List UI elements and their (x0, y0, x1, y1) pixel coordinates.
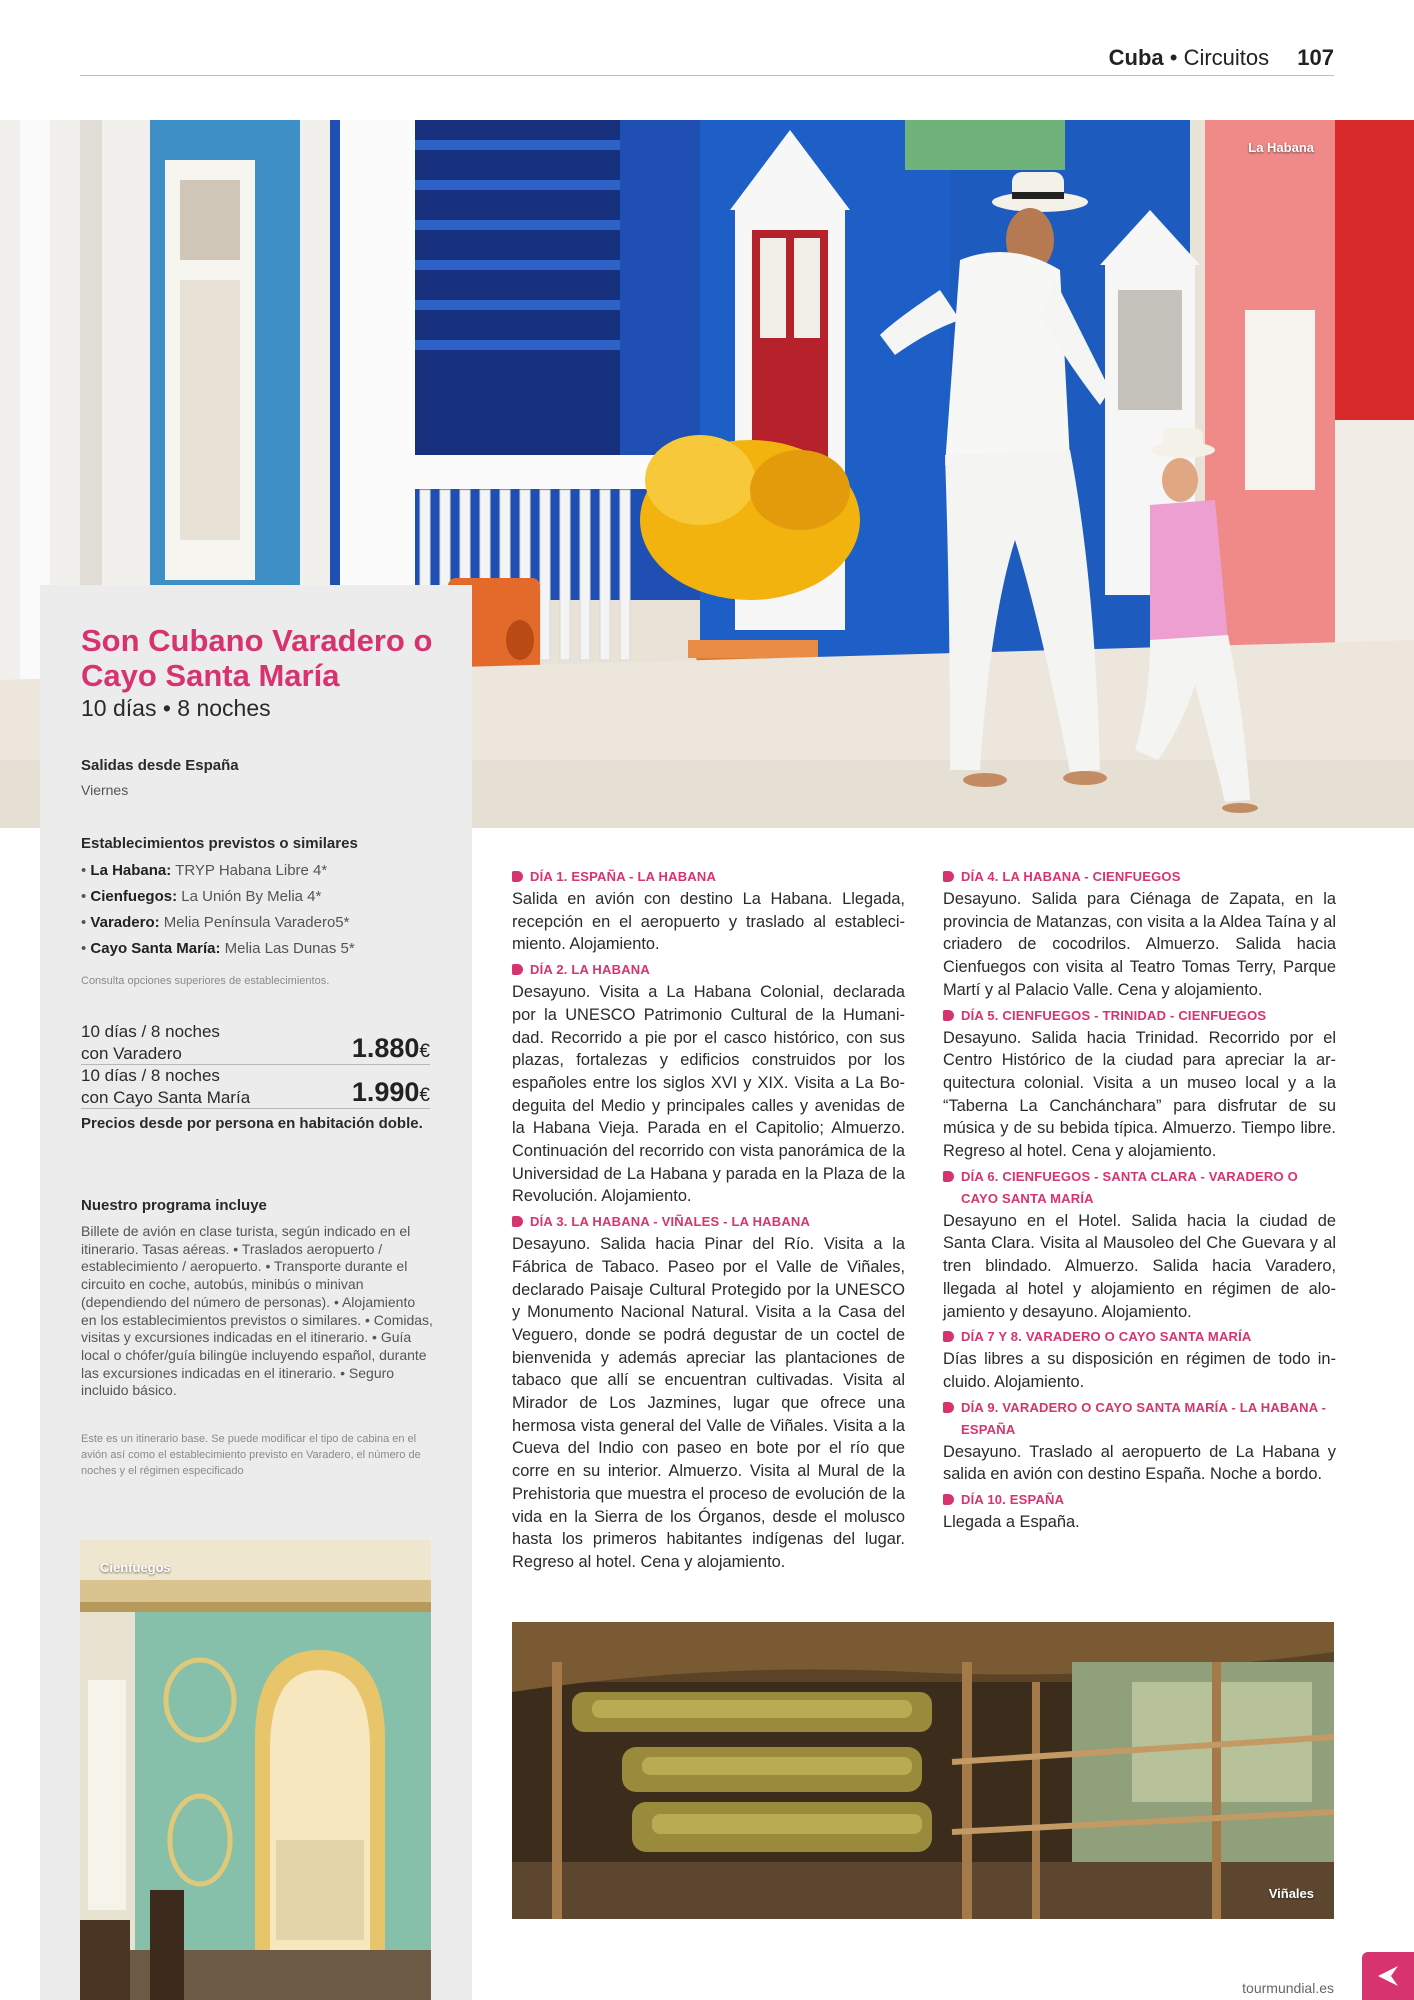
hotel-name: Melia Las Dunas 5* (224, 940, 355, 957)
day-heading (512, 959, 905, 981)
hotel-name: La Unión By Melia 4* (181, 888, 322, 905)
hotels-note: Consulta opciones superiores de establecimientos. (81, 975, 330, 987)
price-label (81, 1021, 311, 1065)
departures-value: Viernes (81, 782, 129, 798)
price-label-line2: con Cayo Santa María (81, 1088, 251, 1107)
itinerary-column-2 (943, 866, 1336, 1537)
day-heading (943, 1166, 1336, 1210)
hotels-heading: Establecimientos previstos o similares (81, 835, 358, 852)
hotel-item: • La Habana: TRYP Habana Libre 4* (81, 862, 328, 879)
price-label (81, 1065, 311, 1109)
header-section: Circuitos (1183, 45, 1270, 70)
arrow-tag-icon (512, 964, 523, 975)
itinerary-day (943, 1166, 1336, 1324)
back-button[interactable] (1362, 1952, 1414, 2000)
price-value (352, 1077, 430, 1108)
day-text: Salida en avión con destino La Habana. Llegada, recepción en el aeropuerto y traslado al estableci-miento. Alojamiento. (512, 890, 905, 954)
trip-duration: 10 días • 8 noches (81, 695, 271, 721)
cienfuegos-photo (80, 1540, 431, 2000)
itinerary-day (943, 866, 1336, 1002)
day-text: Desayuno. Traslado al aeropuerto de La Habana y salida en avión con destino España. Noche a bordo. (943, 1442, 1336, 1484)
includes-note: Este es un itinerario base. Se puede modificar el tipo de cabina en el avión así como el establecimiento previsto en Varadero, el número de noches y el régimen especificado (81, 1433, 421, 1477)
hotel-item: • Varadero: Melia Península Varadero5* (81, 914, 350, 931)
arrow-tag-icon (512, 871, 523, 882)
page-header (80, 44, 1334, 76)
day-heading (943, 1005, 1336, 1027)
day-text: Días libres a su disposición en régimen de todo in-cluido. Alojamiento. (943, 1350, 1336, 1391)
header-separator: • (1169, 45, 1178, 70)
price-row-cayo (81, 1065, 430, 1109)
itinerary-column-1 (512, 866, 905, 1577)
day-title: DÍA 9. VARADERO O CAYO SANTA MARÍA - LA HABANA - ESPAÑA (961, 1399, 1327, 1437)
price-value (352, 1033, 430, 1064)
day-heading (943, 866, 1336, 888)
arrow-tag-icon (512, 1216, 523, 1227)
day-text: Desayuno en el Hotel. Salida hacia la ciudad de Santa Clara. Visita al Mausoleo del Che Guevara y al tren blindado. Almuerzo. Salida hacia Varadero, llegada al hotel y alojamiento en régimen de alo-jamiento y desayuno. Alojamiento. (943, 1211, 1336, 1321)
day-text: Desayuno. Salida hacia Pinar del Río. Visita a la Fábrica de Tabaco. Paseo por el Valle de Viñales, declarado Paisaje Cultural Protegido por la UNESCO y Monumento Nacional Natural. Visita a la Casa del Veguero, donde se podrá degustar de un coctel de bienvenida y además apreciar las plantaciones de tabaco que allí se encuentran cultivadas. Visita al Mirador de Los Jazmines, lugar que ofrece una hermosa vista general del Valle de Viñales. Visita a la Cueva del Indio con paseo en bote por el río que corre en su interior. Almuerzo. Visita al Mural de la Prehistoria que muestra el proceso de evolución de la vida en la Sierra de los Órganos, desde el molusco hasta los primeros habitantes indígenas del lugar. Regreso al hotel. Cena y alojamiento. (512, 1235, 905, 1571)
price-label-line2: con Varadero (81, 1044, 182, 1063)
departures-heading: Salidas desde España (81, 757, 239, 774)
day-title: DÍA 1. ESPAÑA - LA HABANA (530, 869, 717, 884)
itinerary-day (943, 1326, 1336, 1393)
day-text: Desayuno. Visita a La Habana Colonial, declarada por la UNESCO Patrimonio Cultural de la Humani-dad. Recorrido a pie por el casco histórico, con sus plazas, fortalezas y edificios construidos por los españoles entre los siglos XVI y XIX. Visita a La Bo-deguita del Medio y principales calles y avenidas de la Habana Vieja. Parada en el Capitolio; Almuerzo. Continuación del recorrido con vista panorámica de la Universidad de La Habana y parada en la Plaza de la Revolución. Alojamiento. (512, 983, 905, 1206)
price-amount: 1.990 (351, 1077, 420, 1107)
arrow-tag-icon (943, 1010, 954, 1021)
day-title: DÍA 7 Y 8. VARADERO O CAYO SANTA MARÍA (961, 1329, 1252, 1345)
price-note: Precios desde por persona en habitación doble. (81, 1115, 423, 1132)
day-text: Desayuno. Salida hacia Trinidad. Recorrido por el Centro Histórico de la ciudad para apreciar la ar-quitectura colonial. Visita a un museo local y a la “Taberna La Canchánchara” para disfrutar de su música y de su bebida típica. Almuerzo. Tiempo libre. Regreso al hotel. Cena y alojamiento. (943, 1028, 1336, 1161)
itinerary-day (512, 959, 905, 1208)
cienfuegos-illustration (80, 1540, 431, 2000)
hotel-name: Melia Península Varadero5* (163, 914, 350, 931)
trip-title: Son Cubano Varadero o Cayo Santa María (81, 623, 433, 693)
hotel-city: La Habana: (90, 862, 172, 879)
day-title: DÍA 5. CIENFUEGOS - TRINIDAD - CIENFUEGOS (961, 1007, 1267, 1023)
includes-heading: Nuestro programa incluye (81, 1197, 267, 1214)
hotel-name: TRYP Habana Libre 4* (175, 862, 328, 879)
price-currency: € (419, 1041, 430, 1062)
arrow-tag-icon (943, 1331, 954, 1342)
arrow-tag-icon (943, 1171, 954, 1182)
day-text: Llegada a España. (943, 1513, 1080, 1532)
day-heading (943, 1397, 1336, 1441)
vinales-photo (512, 1622, 1334, 1919)
vinales-caption: Viñales (1268, 1886, 1314, 1901)
itinerary-day (943, 1397, 1336, 1486)
hotel-city: Cayo Santa María: (90, 940, 221, 957)
itinerary-day (943, 1489, 1336, 1534)
vinales-illustration (512, 1622, 1334, 1919)
itinerary-day (512, 866, 905, 956)
header-text (1109, 44, 1334, 72)
cienfuegos-caption: Cienfuegos (100, 1560, 171, 1575)
hotels-list (81, 858, 441, 962)
price-currency: € (419, 1085, 430, 1106)
day-heading (943, 1489, 1336, 1511)
day-heading (512, 1211, 905, 1233)
arrow-tag-icon (943, 1402, 954, 1413)
price-label-line1: 10 días / 8 noches (81, 1066, 220, 1085)
price-row-varadero (81, 1021, 430, 1065)
arrow-tag-icon (943, 1494, 954, 1505)
includes-text: Billete de avión en clase turista, según indicado en el itinerario. Tasas aéreas. • Traslados aeropuerto / establecimiento / aeropuerto. • Transporte durante el circuito en coche, autobús, minibús o minivan (dependiendo del número de personas). • Alojamiento en los establecimientos previstos o similares. • Comidas, visitas y excursiones indicadas en el itinerario. • Guía local o chófer/guía bilingüe incluyendo español, durante las excursiones indicadas en el itinerario. • Seguro incluido básico. (81, 1223, 433, 1399)
arrow-tag-icon (943, 871, 954, 882)
price-label-line1: 10 días / 8 noches (81, 1022, 220, 1041)
day-title: DÍA 2. LA HABANA (530, 962, 650, 978)
day-title: DÍA 3. LA HABANA - VIÑALES - LA HABANA (530, 1214, 811, 1230)
day-title: DÍA 4. LA HABANA - CIENFUEGOS (961, 869, 1181, 884)
hotel-city: Varadero: (90, 914, 160, 931)
itinerary-day (512, 1211, 905, 1574)
footer-website: tourmundial.es (1242, 1980, 1334, 1996)
day-heading (943, 1326, 1336, 1348)
page-number: 107 (1297, 45, 1334, 70)
day-title: DÍA 6. CIENFUEGOS - SANTA CLARA - VARADERO O CAYO SANTA MARÍA (961, 1168, 1298, 1206)
triangle-left-icon (1376, 1964, 1400, 1988)
hotel-item: • Cayo Santa María: Melia Las Dunas 5* (81, 940, 355, 957)
hotel-item: • Cienfuegos: La Unión By Melia 4* (81, 888, 322, 905)
price-amount: 1.880 (351, 1033, 420, 1063)
day-text: Desayuno. Salida para Ciénaga de Zapata, en la provincia de Matanzas, con visita a la Aldea Taína y al criadero de cocodrilos. Almuerzo. Salida hacia Cienfuegos con visita al Teatro Tomas Terry, Parque Martí y al Palacio Valle. Cena y alojamiento. (943, 890, 1336, 999)
hero-caption: La Habana (1248, 140, 1314, 155)
day-heading (512, 866, 905, 888)
day-title: DÍA 10. ESPAÑA (961, 1492, 1065, 1508)
hotel-city: Cienfuegos: (90, 888, 178, 905)
itinerary-day (943, 1005, 1336, 1163)
header-country: Cuba (1108, 45, 1164, 70)
